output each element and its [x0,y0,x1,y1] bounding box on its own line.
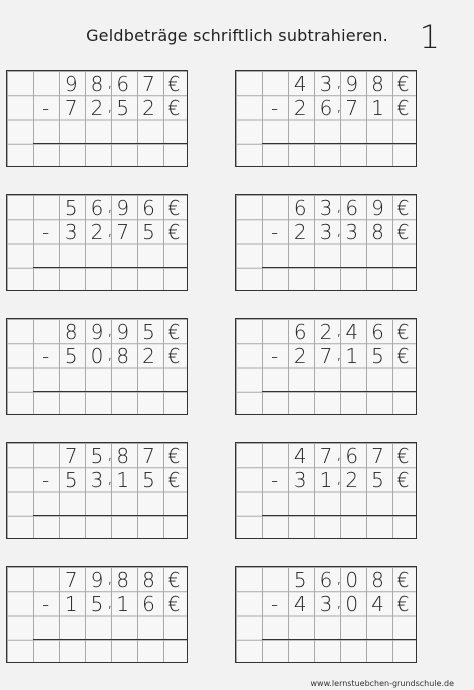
digit: 7 [142,444,155,468]
digit: 7 [345,96,359,121]
digit: 7 [64,444,78,468]
minus-sign: - [41,96,50,121]
digit: 5 [142,320,155,344]
euro-sign: € [396,196,410,220]
euro-sign: € [167,344,181,369]
digit: 1 [116,592,130,617]
digit: 7 [64,96,78,121]
subtraction-task [6,194,188,291]
euro-sign: € [396,320,410,344]
digit: 6 [345,196,359,220]
digit: 6 [116,72,130,96]
minus-sign: - [270,592,279,617]
digit: 5 , [84,443,110,467]
minus-sign: - [270,344,279,369]
digit: 5 [64,344,78,369]
digit: 6 [345,444,359,468]
euro-sign: € [396,592,410,617]
digit: 5 [116,96,130,121]
euro-sign: € [167,220,181,245]
page-number: 1 [419,18,440,56]
minus-sign: - [270,96,279,121]
digit: 6 [142,592,155,617]
minus-sign: - [41,592,50,617]
minus-sign: - [41,468,50,493]
digit: 6 , [84,195,110,219]
result-line [33,143,187,144]
result-line [33,267,187,268]
digit: 2 [293,220,307,245]
digit: 3 , [84,467,110,491]
digit: 6 , [313,567,339,591]
digit: 2 , [313,319,339,343]
digit: 9 [116,320,130,344]
digit: 3 , [313,195,339,219]
digit: 8 [116,568,130,592]
result-line [262,391,416,392]
digit: 6 [293,320,307,344]
result-line [33,639,187,640]
euro-sign: € [396,220,410,245]
digit: 2 [142,344,155,369]
euro-sign: € [396,468,410,493]
digit: 8 [371,220,384,245]
digit: 8 [116,344,130,369]
euro-sign: € [167,468,181,493]
digit: 3 [345,220,359,245]
digit: 7 , [313,443,339,467]
euro-sign: € [167,444,181,468]
subtraction-task [235,566,417,663]
digit: 9 , [84,319,110,343]
euro-sign: € [396,72,410,96]
digit: 2 , [84,95,110,119]
euro-sign: € [396,568,410,592]
digit: 8 [64,320,78,344]
euro-sign: € [167,96,181,121]
digit: 8 , [84,71,110,95]
digit: 5 [142,468,155,493]
digit: 9 [64,72,78,96]
footer-url: www.lernstuebchen-grundschule.de [310,679,454,688]
subtraction-task [6,318,188,415]
digit: 6 , [313,95,339,119]
minus-sign: - [270,220,279,245]
euro-sign: € [396,444,410,468]
digit: 9 [371,196,384,220]
digit: 1 [64,592,78,617]
digit: 4 [293,592,307,617]
result-line [262,267,416,268]
digit: 9 , [84,567,110,591]
digit: 4 [345,320,359,344]
digit: 0 [345,568,359,592]
digit: 1 [345,344,359,369]
digit: 7 [64,568,78,592]
digit: 5 , [84,591,110,615]
digit: 2 [142,96,155,121]
minus-sign: - [41,220,50,245]
digit: 8 [142,568,155,592]
digit: 2 [293,96,307,121]
digit: 0 , [84,343,110,367]
digit: 0 [345,592,359,617]
subtraction-task [235,194,417,291]
euro-sign: € [396,96,410,121]
digit: 6 [293,196,307,220]
digit: 5 [64,468,78,493]
subtraction-task [6,442,188,539]
digit: 2 , [84,219,110,243]
result-line [33,515,187,516]
digit: 2 [293,344,307,369]
digit: 1 [371,96,384,121]
digit: 7 [142,72,155,96]
minus-sign: - [270,468,279,493]
digit: 3 , [313,219,339,243]
digit: 3 [293,468,307,493]
result-line [262,515,416,516]
subtraction-task [235,442,417,539]
digit: 5 [64,196,78,220]
digit: 6 [142,196,155,220]
euro-sign: € [167,592,181,617]
digit: 2 [345,468,359,493]
euro-sign: € [167,72,181,96]
minus-sign: - [41,344,50,369]
digit: 1 , [313,467,339,491]
subtraction-task [235,318,417,415]
subtraction-task [6,566,188,663]
euro-sign: € [167,568,181,592]
digit: 3 , [313,591,339,615]
result-line [33,391,187,392]
digit: 8 [116,444,130,468]
subtraction-task [235,70,417,167]
euro-sign: € [167,320,181,344]
digit: 9 [116,196,130,220]
digit: 3 , [313,71,339,95]
digit: 4 [293,72,307,96]
digit: 8 [371,72,384,96]
digit: 7 [116,220,130,245]
digit: 8 [371,568,384,592]
euro-sign: € [396,344,410,369]
digit: 4 [293,444,307,468]
subtraction-task [6,70,188,167]
digit: 6 [371,320,384,344]
digit: 5 [371,344,384,369]
digit: 1 [116,468,130,493]
digit: 5 [371,468,384,493]
digit: 9 [345,72,359,96]
digit: 7 , [313,343,339,367]
digit: 5 [142,220,155,245]
digit: 7 [371,444,384,468]
digit: 5 [293,568,307,592]
digit: 3 [64,220,78,245]
result-line [262,639,416,640]
euro-sign: € [167,196,181,220]
digit: 4 [371,592,384,617]
page-title: Geldbeträge schriftlich subtrahieren. [86,26,388,45]
result-line [262,143,416,144]
